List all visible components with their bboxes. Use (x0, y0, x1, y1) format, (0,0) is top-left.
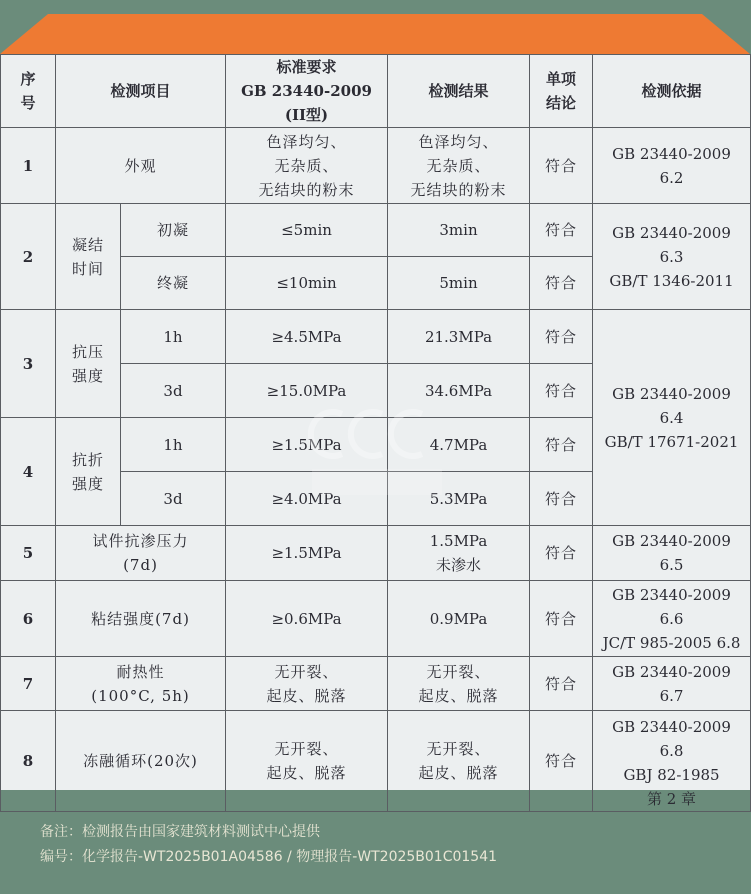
row-number: 7 (1, 657, 56, 711)
requirement: ≥1.5MPa (226, 418, 388, 472)
item-group: 凝结 时间 (56, 204, 121, 310)
requirement: ≥1.5MPa (226, 526, 388, 581)
inspection-report-table-photo (0, 54, 750, 808)
requirement: 无开裂、 起皮、脱落 (226, 657, 388, 711)
sub-item: 3d (121, 472, 226, 526)
table-header-row (1, 55, 751, 128)
test-result: 1.5MPa 未渗水 (388, 526, 530, 581)
test-result: 无开裂、 起皮、脱落 (388, 657, 530, 711)
report-note: 备注：检测报告由国家建筑材料测试中心提供 (40, 824, 320, 840)
row-number: 2 (1, 204, 56, 310)
sub-item: 1h (121, 310, 226, 364)
inspection-table (0, 54, 751, 812)
conclusion: 符合 (530, 711, 593, 812)
requirement: ≥4.0MPa (226, 472, 388, 526)
header-seq: 序 号 (1, 55, 56, 128)
table-row (1, 711, 751, 812)
test-basis: GB 23440-2009 6.8 GBJ 82-1985 第 2 章 (593, 711, 751, 812)
conclusion: 符合 (530, 526, 593, 581)
test-result: 3min (388, 204, 530, 257)
row-number: 5 (1, 526, 56, 581)
test-result: 5min (388, 257, 530, 310)
test-result: 21.3MPa (388, 310, 530, 364)
conclusion: 符合 (530, 581, 593, 657)
conclusion: 符合 (530, 257, 593, 310)
conclusion: 符合 (530, 204, 593, 257)
requirement: ≤10min (226, 257, 388, 310)
test-result: 0.9MPa (388, 581, 530, 657)
test-basis: GB 23440-2009 6.4 GB/T 17671-2021 (593, 310, 751, 526)
row-number: 3 (1, 310, 56, 418)
test-item: 冻融循环(20次) (56, 711, 226, 812)
row-number: 8 (1, 711, 56, 812)
header-item: 检测项目 (56, 55, 226, 128)
test-item: 耐热性 (100°C, 5h) (56, 657, 226, 711)
conclusion: 符合 (530, 472, 593, 526)
sub-item: 初凝 (121, 204, 226, 257)
test-item: 粘结强度(7d) (56, 581, 226, 657)
test-result: 5.3MPa (388, 472, 530, 526)
test-result: 色泽均匀、 无杂质、 无结块的粉末 (388, 128, 530, 204)
requirement: ≤5min (226, 204, 388, 257)
test-basis: GB 23440-2009 6.7 (593, 657, 751, 711)
row-number: 1 (1, 128, 56, 204)
table-row (1, 204, 751, 257)
sub-item: 终凝 (121, 257, 226, 310)
table-row (1, 128, 751, 204)
conclusion: 符合 (530, 657, 593, 711)
conclusion: 符合 (530, 418, 593, 472)
header-standard: 标准要求 GB 23440-2009 (II型) (226, 55, 388, 128)
test-result: 4.7MPa (388, 418, 530, 472)
table-row (1, 526, 751, 581)
table-row (1, 657, 751, 711)
table-row (1, 310, 751, 364)
conclusion: 符合 (530, 364, 593, 418)
requirement: ≥15.0MPa (226, 364, 388, 418)
orange-tab-banner (0, 0, 750, 54)
requirement: 无开裂、 起皮、脱落 (226, 711, 388, 812)
test-result: 34.6MPa (388, 364, 530, 418)
report-footer (40, 820, 497, 870)
test-basis: GB 23440-2009 6.3 GB/T 1346-2011 (593, 204, 751, 310)
test-basis: GB 23440-2009 6.6 JC/T 985-2005 6.8 (593, 581, 751, 657)
header-conclusion: 单项 结论 (530, 55, 593, 128)
test-item: 外观 (56, 128, 226, 204)
requirement: ≥0.6MPa (226, 581, 388, 657)
sub-item: 1h (121, 418, 226, 472)
row-number: 4 (1, 418, 56, 526)
test-basis: GB 23440-2009 6.5 (593, 526, 751, 581)
table-row (1, 581, 751, 657)
conclusion: 符合 (530, 128, 593, 204)
report-number: 编号：化学报告-WT2025B01A04586 / 物理报告-WT2025B01C01541 (40, 849, 498, 865)
sub-item: 3d (121, 364, 226, 418)
test-basis: GB 23440-2009 6.2 (593, 128, 751, 204)
requirement: ≥4.5MPa (226, 310, 388, 364)
header-result: 检测结果 (388, 55, 530, 128)
item-group: 抗压 强度 (56, 310, 121, 418)
item-group: 抗折 强度 (56, 418, 121, 526)
test-item: 试件抗渗压力 (7d) (56, 526, 226, 581)
test-result: 无开裂、 起皮、脱落 (388, 711, 530, 812)
row-number: 6 (1, 581, 56, 657)
conclusion: 符合 (530, 310, 593, 364)
requirement: 色泽均匀、 无杂质、 无结块的粉末 (226, 128, 388, 204)
header-basis: 检测依据 (593, 55, 751, 128)
